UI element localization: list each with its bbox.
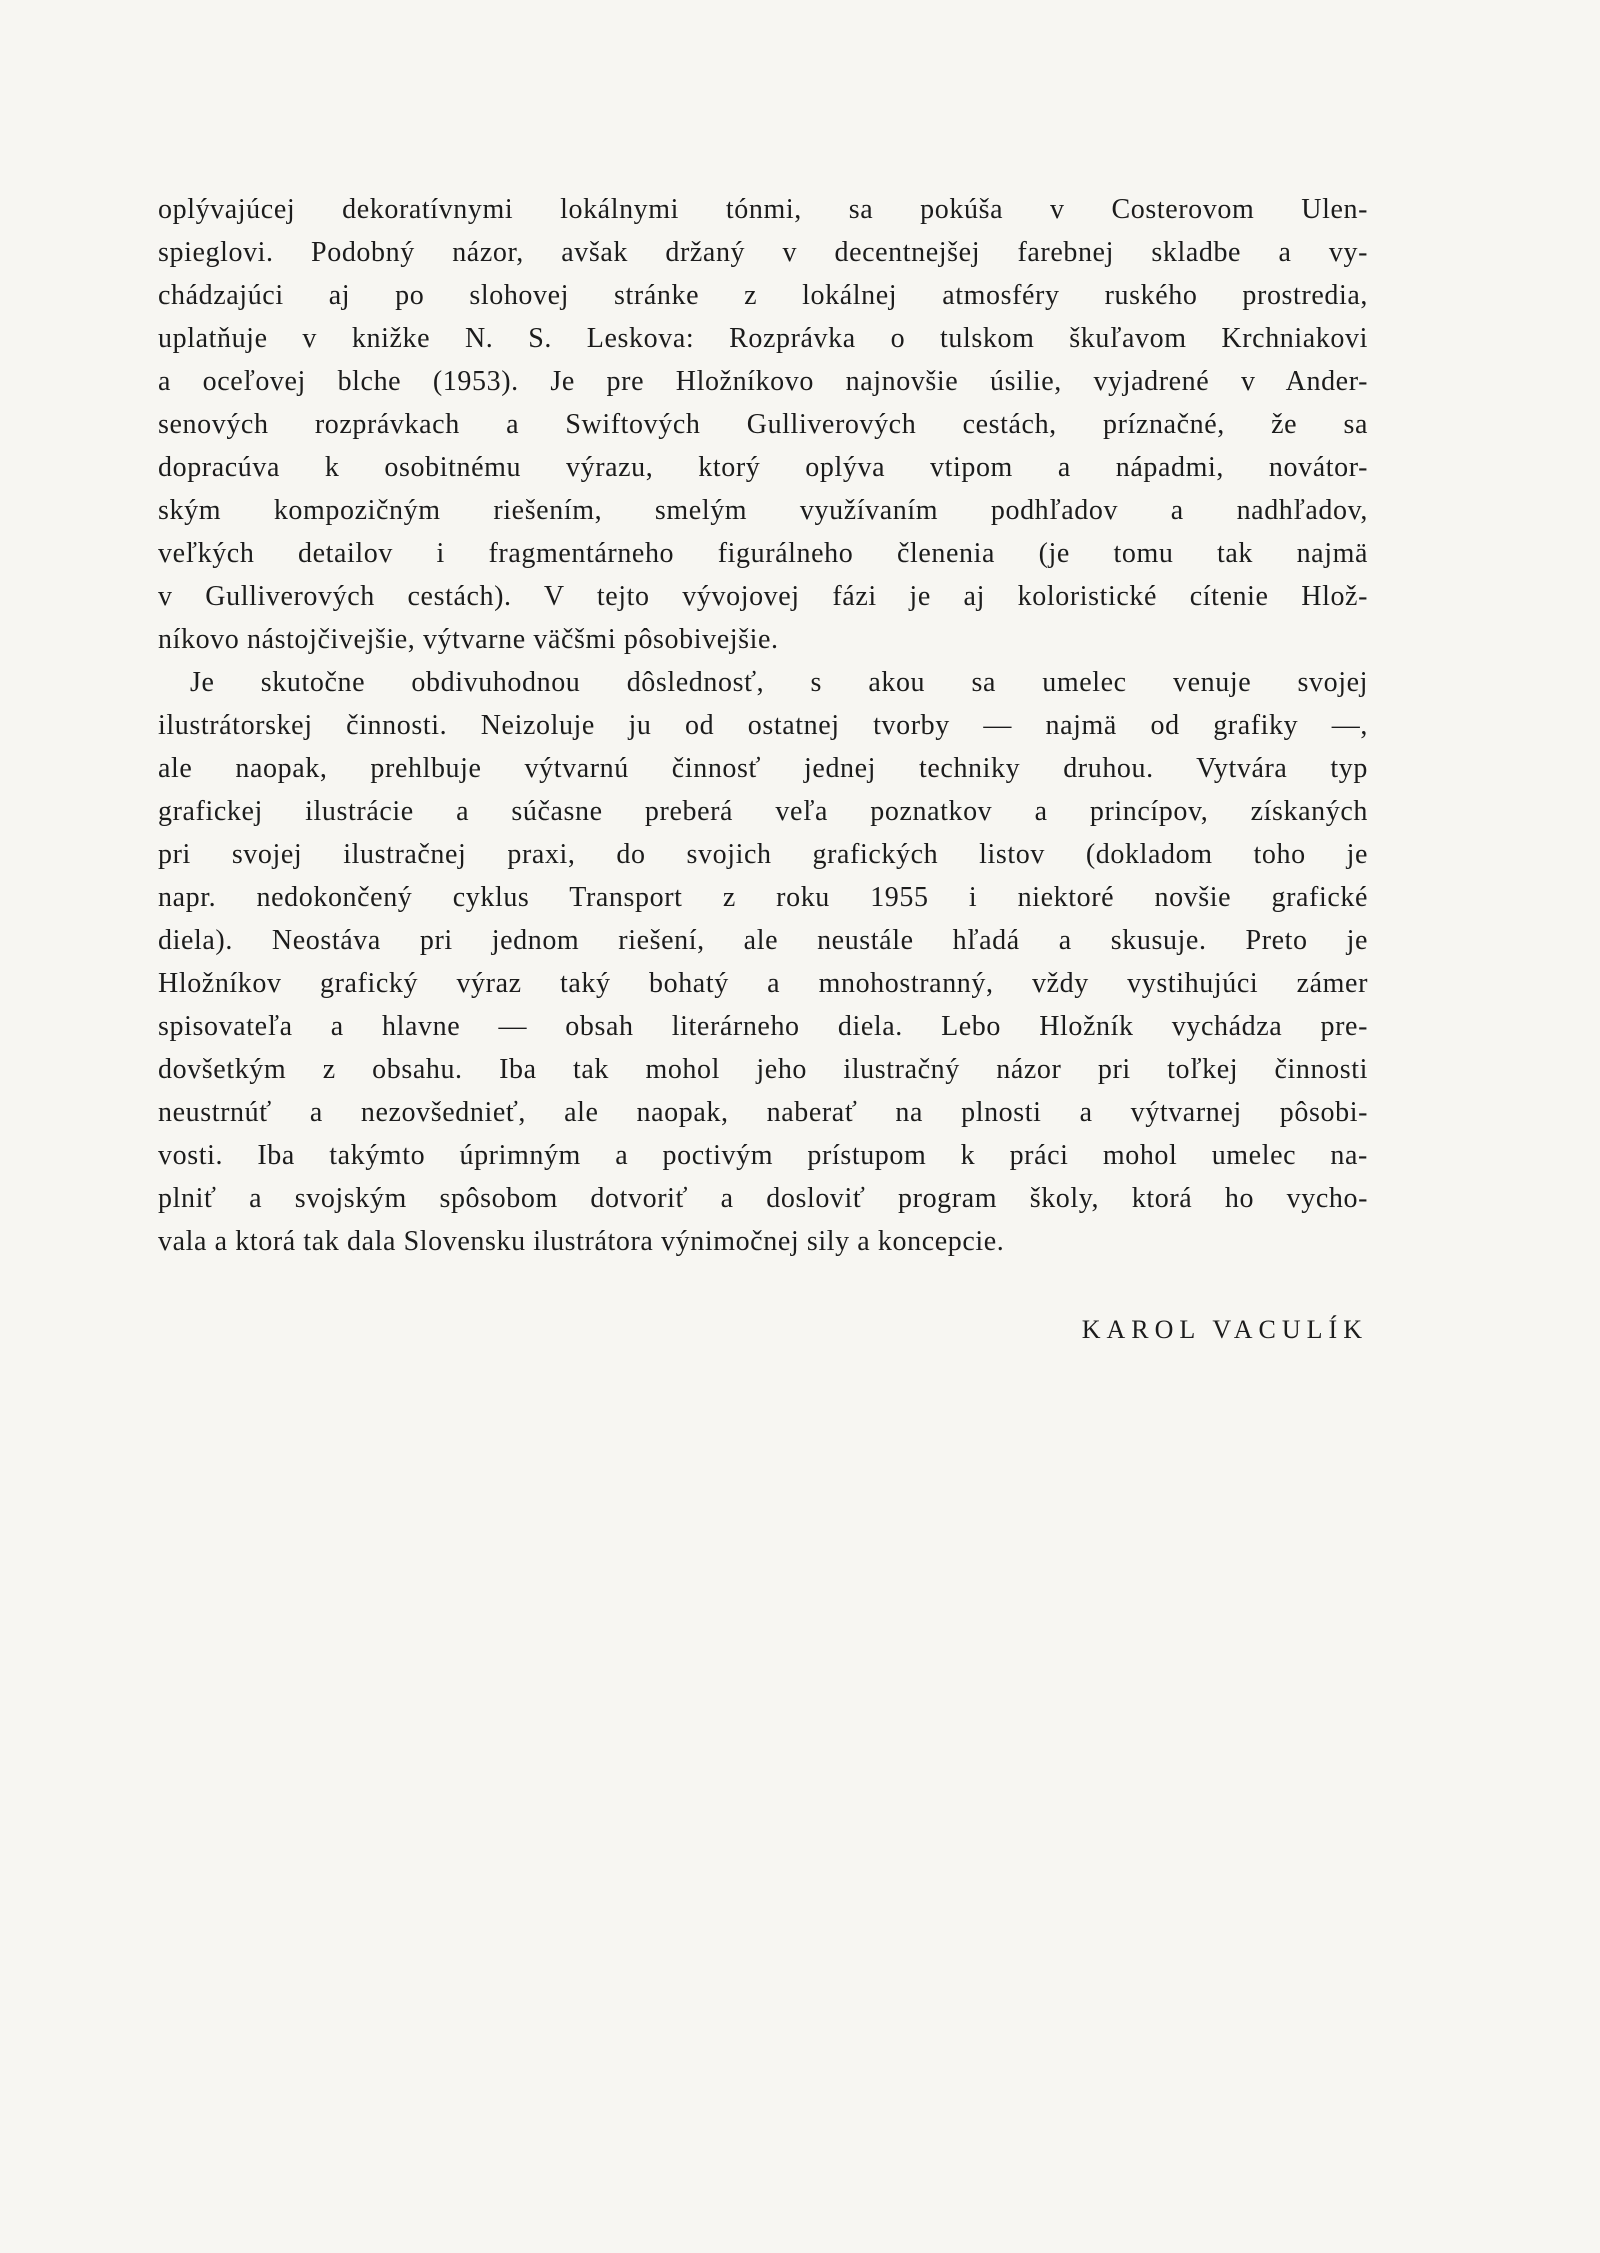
text-line: a oceľovej blche (1953). Je pre Hložníkovo najnovšie úsilie, vyjadrené v Ander- [158,366,1368,397]
text-line: pri svojej ilustračnej praxi, do svojich grafických listov (dokladom toho je [158,839,1368,870]
article-body [158,188,1368,1263]
paragraph-2 [158,661,1368,1263]
text-line: ským kompozičným riešením, smelým využívaním podhľadov a nadhľadov, [158,495,1368,526]
text-line: dovšetkým z obsahu. Iba tak mohol jeho ilustračný názor pri toľkej činnosti [158,1054,1368,1085]
paragraph-1 [158,188,1368,661]
text-line: v Gulliverových cestách). V tejto vývojovej fázi je aj koloristické cítenie Hlož- [158,581,1368,612]
text-line: napr. nedokončený cyklus Transport z roku 1955 i niektoré novšie grafické [158,882,1368,913]
text-line: ale naopak, prehlbuje výtvarnú činnosť jednej techniky druhou. Vytvára typ [158,753,1368,784]
text-line: ilustrátorskej činnosti. Neizoluje ju od ostatnej tvorby — najmä od grafiky —, [158,710,1368,741]
text-line: oplývajúcej dekoratívnymi lokálnymi tónmi, sa pokúša v Costerovom Ulen- [158,194,1368,225]
text-line: spieglovi. Podobný názor, avšak držaný v decentnejšej farebnej skladbe a vy- [158,237,1368,268]
text-line: Hložníkov grafický výraz taký bohatý a mnohostranný, vždy vystihujúci zámer [158,968,1368,999]
text-line: plniť a svojským spôsobom dotvoriť a dosloviť program školy, ktorá ho vycho- [158,1183,1368,1214]
text-line: vala a ktorá tak dala Slovensku ilustrátora výnimočnej sily a koncepcie. [158,1226,1005,1257]
text-line: diela). Neostáva pri jednom riešení, ale neustále hľadá a skusuje. Preto je [158,925,1368,956]
text-line: neustrnúť a nezovšednieť, ale naopak, naberať na plnosti a výtvarnej pôsobi- [158,1097,1368,1128]
text-line: senových rozprávkach a Swiftových Gulliverových cestách, príznačné, že sa [158,409,1368,440]
text-line: dopracúva k osobitnému výrazu, ktorý oplýva vtipom a nápadmi, novátor- [158,452,1368,483]
text-line: veľkých detailov i fragmentárneho figurálneho členenia (je tomu tak najmä [158,538,1368,569]
author-signature: KAROL VACULÍK [1081,1315,1368,1344]
text-line: chádzajúci aj po slohovej stránke z lokálnej atmosféry ruského prostredia, [158,280,1368,311]
text-line: níkovo nástojčivejšie, výtvarne väčšmi pôsobivejšie. [158,624,779,655]
text-line: grafickej ilustrácie a súčasne preberá veľa poznatkov a princípov, získaných [158,796,1368,827]
text-line: spisovateľa a hlavne — obsah literárneho diela. Lebo Hložník vychádza pre- [158,1011,1368,1042]
text-line: uplatňuje v knižke N. S. Leskova: Rozprávka o tulskom škuľavom Krchniakovi [158,323,1368,354]
text-line: Je skutočne obdivuhodnou dôslednosť, s akou sa umelec venuje svojej [190,667,1368,698]
text-line: vosti. Iba takýmto úprimným a poctivým prístupom k práci mohol umelec na- [158,1140,1368,1171]
